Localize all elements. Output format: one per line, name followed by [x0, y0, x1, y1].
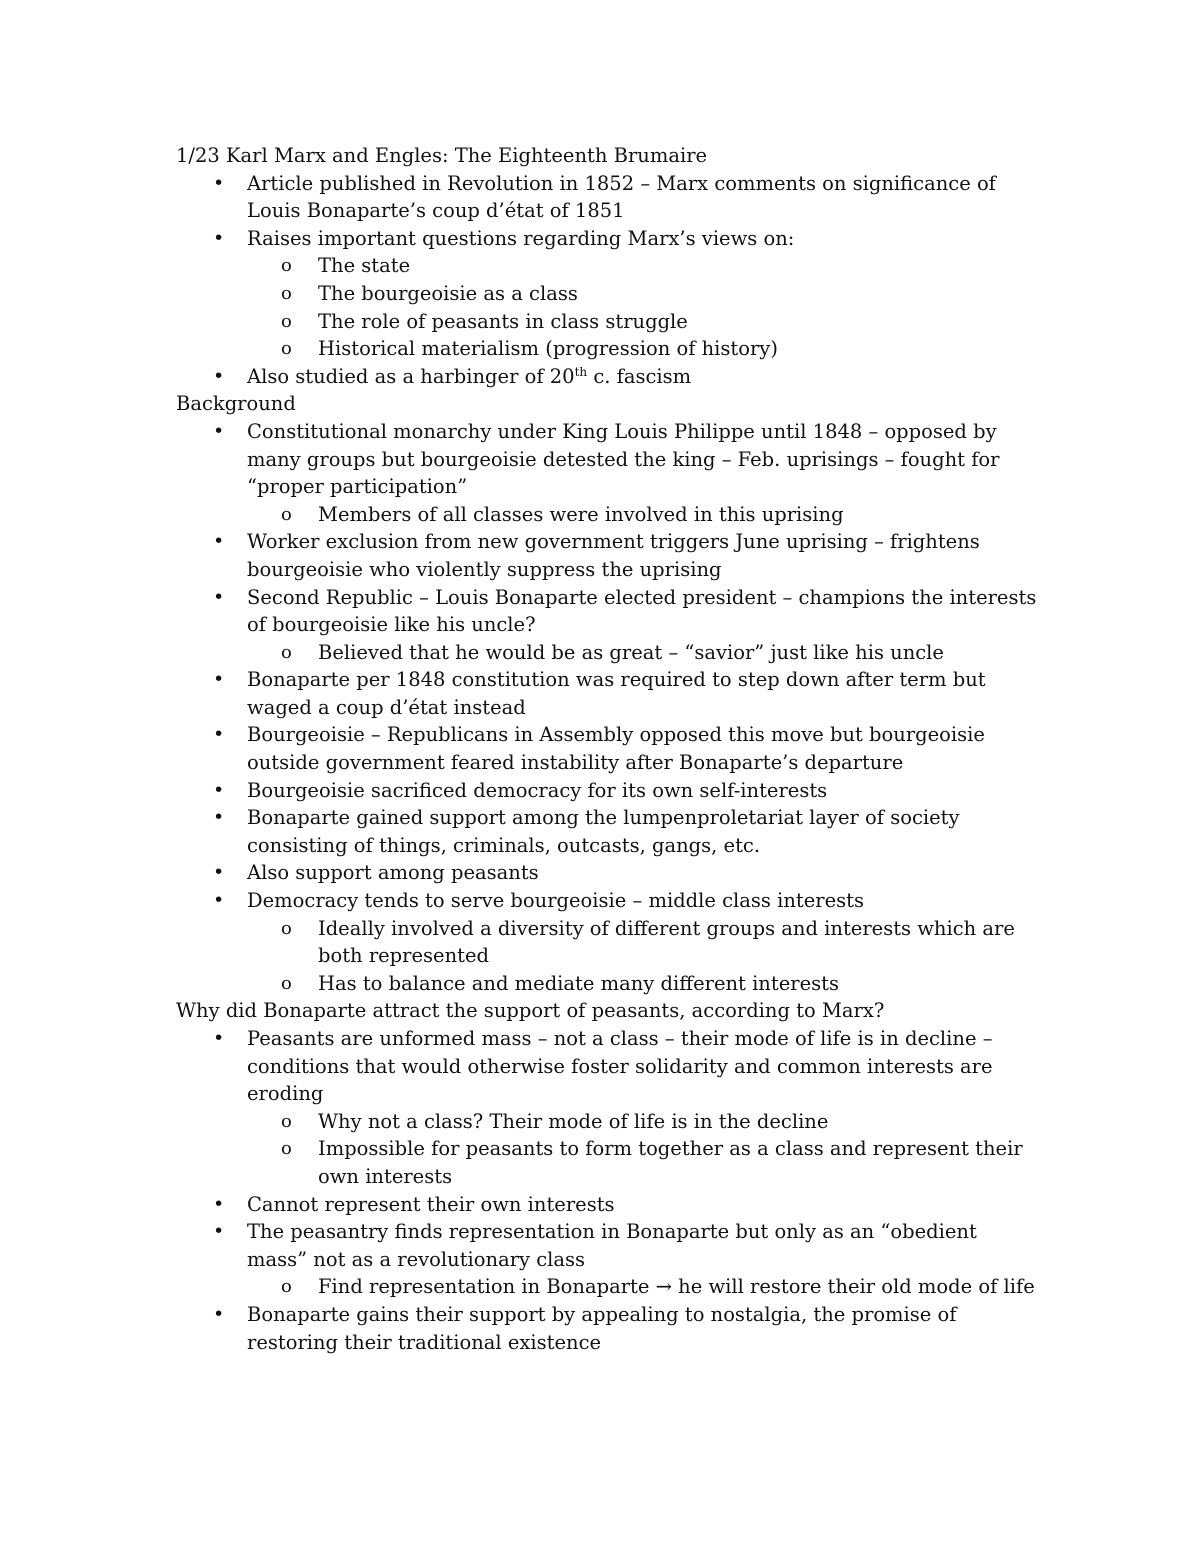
list-item-text: c. fascism	[587, 364, 692, 388]
bullet-icon: •	[213, 364, 225, 387]
circle-bullet-icon: o	[281, 282, 292, 304]
list-item	[213, 363, 1037, 391]
sub-list-item-text: Members of all classes were involved in this uprising	[318, 502, 844, 526]
bullet-icon: •	[213, 806, 225, 829]
list-item	[213, 804, 1037, 859]
list-item-text: Also support among peasants	[247, 861, 539, 885]
bullet-icon: •	[213, 889, 225, 912]
list-item-text: Second Republic – Louis Bonaparte elected president – champions the interests of bourgeoisie like his uncle?	[247, 585, 1037, 637]
list-item	[213, 721, 1037, 776]
sub-list-item	[281, 501, 1038, 529]
section-heading-peasants: Why did Bonaparte attract the support of peasants, according to Marx?	[176, 999, 885, 1023]
bullet-icon: •	[213, 419, 225, 442]
list-item	[213, 1301, 1037, 1356]
circle-bullet-icon: o	[281, 338, 292, 360]
sub-list-item	[281, 1135, 1038, 1190]
list-item-text: Constitutional monarchy under King Louis Philippe until 1848 – opposed by many groups but bourgeoisie detested the king – Feb. uprisings – fought for “proper participation”	[247, 419, 1000, 499]
bullet-icon: •	[213, 171, 225, 194]
list-item	[213, 1218, 1037, 1273]
sub-list-item-text: Impossible for peasants to form together as a class and represent their own interests	[318, 1137, 1023, 1188]
circle-bullet-icon: o	[281, 972, 292, 994]
document-page	[176, 142, 1046, 1356]
circle-bullet-icon: o	[281, 1110, 292, 1132]
list-item-text: Bonaparte per 1848 constitution was required to step down after term but waged a coup d’état instead	[247, 668, 986, 719]
bullet-icon: •	[213, 530, 225, 553]
list-item	[213, 225, 1037, 253]
bullet-icon: •	[213, 226, 225, 249]
sub-list-item-text: The role of peasants in class struggle	[318, 309, 688, 333]
list-item	[213, 584, 1037, 639]
list-item	[213, 859, 1037, 887]
bullet-icon: •	[213, 1302, 225, 1325]
bullet-icon: •	[213, 861, 225, 884]
sub-list-item	[281, 280, 1038, 308]
sub-list-item	[281, 335, 1038, 363]
arrow-right-icon: →	[655, 1275, 672, 1299]
list-item-text: Bonaparte gains their support by appealing to nostalgia, the promise of restoring their traditional existence	[247, 1302, 957, 1354]
sub-list-item-text: Believed that he would be as great – “savior” just like his uncle	[318, 640, 944, 664]
list-item-text: Raises important questions regarding Marx’s views on:	[247, 226, 795, 250]
list-item	[213, 887, 1037, 915]
circle-bullet-icon: o	[281, 1276, 292, 1298]
sub-list-item	[281, 1108, 1038, 1136]
list-item-text: Also studied as a harbinger of 20	[247, 364, 575, 388]
sub-list-item	[281, 970, 1038, 998]
sub-list-item	[281, 1273, 1038, 1301]
sub-list-item	[281, 308, 1038, 336]
sub-list-item-text: The state	[318, 254, 411, 278]
bullet-icon: •	[213, 1220, 225, 1243]
bullet-icon: •	[213, 723, 225, 746]
bullet-icon: •	[213, 1192, 225, 1215]
sub-list-item-text: he will restore their old mode of life	[678, 1275, 1035, 1299]
list-item	[213, 170, 1037, 225]
bullet-icon: •	[213, 1027, 225, 1049]
list-item-text: Bourgeoisie sacrificed democracy for its own self-interests	[247, 778, 828, 802]
sub-list-item-text: Historical materialism (progression of history)	[318, 337, 778, 361]
sub-list-item-text: The bourgeoisie as a class	[318, 281, 578, 305]
circle-bullet-icon: o	[281, 1138, 292, 1160]
bullet-icon: •	[213, 585, 225, 608]
list-item-text: The peasantry finds representation in Bonaparte but only as an “obedient mass” not as a revolutionary class	[247, 1220, 977, 1271]
circle-bullet-icon: o	[281, 310, 292, 332]
list-item	[213, 1025, 1037, 1108]
list-item	[213, 528, 1037, 583]
list-item-text: Peasants are unformed mass – not a class – their mode of life is in decline – conditions that would otherwise foster solidarity and common interests are eroding	[247, 1027, 993, 1106]
list-item-text: Article published in Revolution in 1852 – Marx comments on significance of Louis Bonaparte’s coup d’état of 1851	[247, 171, 996, 223]
list-item-text: Democracy tends to serve bourgeoisie – middle class interests	[247, 889, 865, 913]
sub-list-item-text: Ideally involved a diversity of different groups and interests which are both represented	[318, 916, 1015, 968]
circle-bullet-icon: o	[281, 503, 292, 525]
sub-list-item-text: Has to balance and mediate many different interests	[318, 971, 839, 995]
sub-list-item	[281, 252, 1038, 280]
list-item	[213, 1191, 1037, 1219]
list-item-text: Bonaparte gained support among the lumpenproletariat layer of society consisting of things, criminals, outcasts, gangs, etc.	[247, 806, 960, 857]
page-title: 1/23 Karl Marx and Engles: The Eighteenth Brumaire	[176, 144, 708, 167]
superscript: th	[574, 364, 588, 379]
sub-list-item-text: Find representation in Bonaparte	[318, 1275, 650, 1299]
list-item	[213, 666, 1037, 721]
sub-list-item	[281, 915, 1038, 970]
circle-bullet-icon: o	[281, 641, 292, 663]
section-heading-background: Background	[176, 392, 296, 416]
list-item-text: Bourgeoisie – Republicans in Assembly opposed this move but bourgeoisie outside government feared instability after Bonaparte’s departure	[247, 723, 985, 775]
bullet-icon: •	[213, 668, 225, 691]
bullet-icon: •	[213, 778, 225, 801]
list-item	[213, 418, 1037, 501]
sub-list-item	[281, 639, 1038, 667]
list-item-text: Worker exclusion from new government triggers June uprising – frightens bourgeoisie who violently suppress the uprising	[247, 530, 980, 581]
circle-bullet-icon: o	[281, 917, 292, 939]
list-item-text: Cannot represent their own interests	[247, 1192, 615, 1216]
list-item	[213, 777, 1037, 805]
circle-bullet-icon: o	[281, 255, 292, 277]
sub-list-item-text: Why not a class? Their mode of life is in the decline	[318, 1109, 829, 1133]
